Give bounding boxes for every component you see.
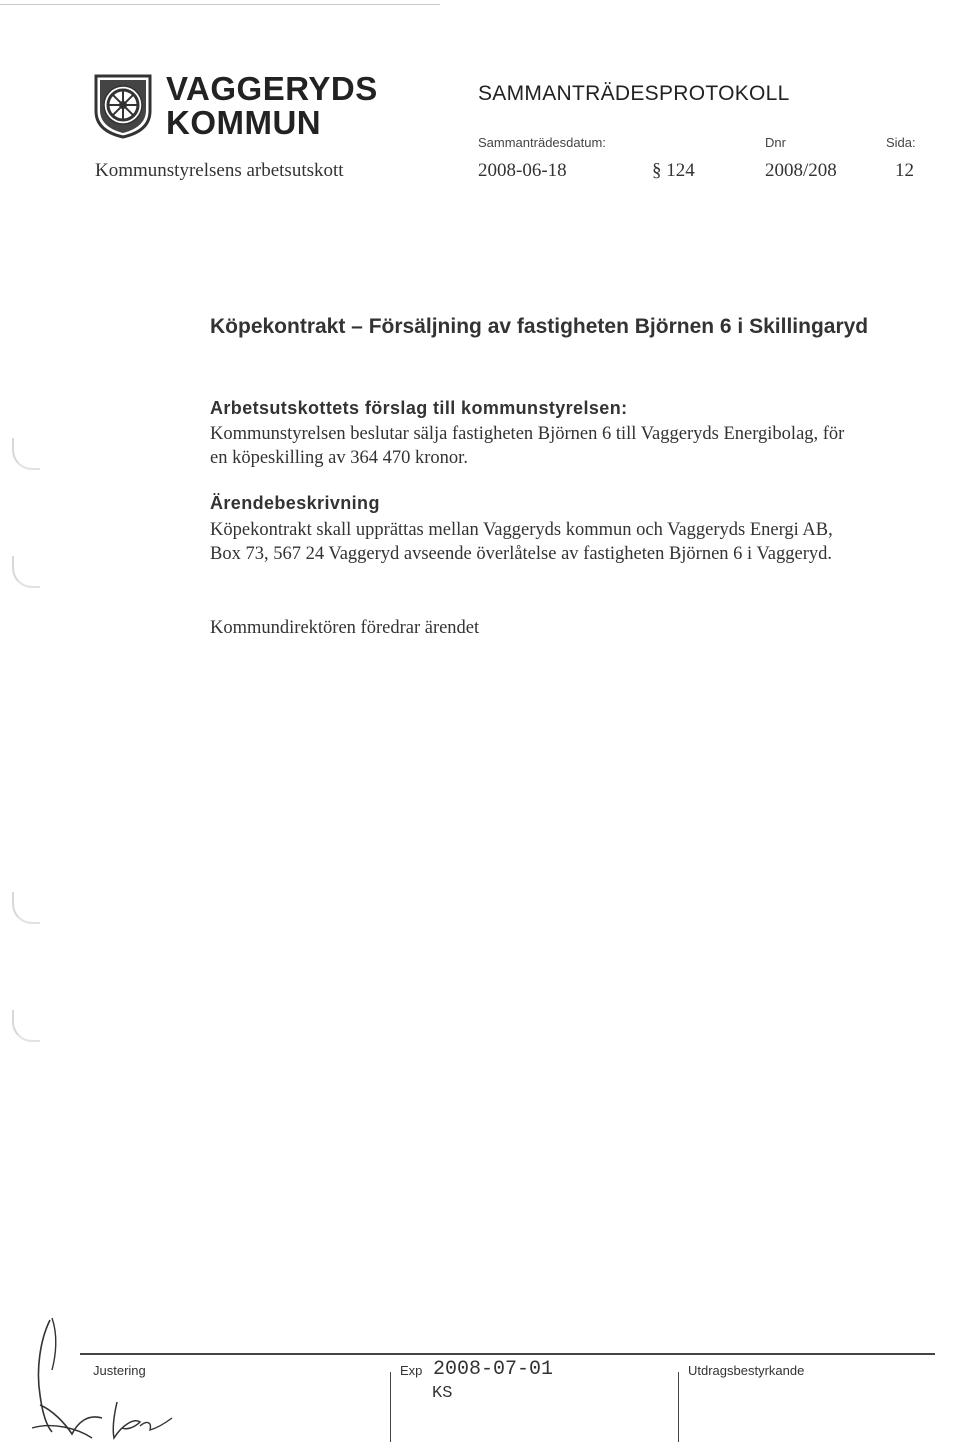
description-text: Köpekontrakt skall upprättas mellan Vaggeryds kommun och Vaggeryds Energi AB, Box 73, 567 24 Vaggeryd avseende överlåtelse av fastigheten Björnen 6 i Vaggeryd. <box>210 520 833 564</box>
footer-divider <box>80 1353 935 1355</box>
meeting-date: 2008-06-18 <box>478 160 567 181</box>
scan-edge-line <box>0 4 440 5</box>
justering-label: Justering <box>93 1363 146 1378</box>
page-number: 12 <box>895 160 914 181</box>
footer-column-divider <box>678 1372 679 1442</box>
handwritten-signature <box>22 1310 192 1445</box>
presenter-text: Kommundirektören föredrar ärendet <box>210 618 480 638</box>
org-unit: Kommunstyrelsens arbetsutskott <box>95 160 344 181</box>
exp-label: Exp <box>400 1363 423 1378</box>
punch-hole-mark <box>12 1010 40 1042</box>
proposal-text: Kommunstyrelsen beslutar sälja fastigheten Björnen 6 till Vaggeryds Energibolag, för en köpeskilling av 364 470 kronor. <box>210 424 845 468</box>
exp-date: 2008-07-01 <box>433 1358 554 1381</box>
org-name-line2: KOMMUN <box>166 104 322 141</box>
proposal-heading: Arbetsutskottets förslag till kommunstyrelsen: <box>210 398 628 418</box>
org-name-line1: VAGGERYDS <box>166 70 378 107</box>
page-label: Sida: <box>886 135 916 150</box>
coat-of-arms-logo <box>93 73 153 139</box>
punch-hole-mark <box>12 556 40 588</box>
punch-hole-mark <box>12 892 40 924</box>
punch-hole-mark <box>12 438 40 470</box>
description-heading: Ärendebeskrivning <box>210 493 380 513</box>
footer-column-divider <box>390 1372 391 1442</box>
document-type: SAMMANTRÄDESPROTOKOLL <box>478 82 790 105</box>
paragraph-number: § 124 <box>652 160 695 181</box>
utdrag-label: Utdragsbestyrkande <box>688 1363 805 1378</box>
exp-recipient: KS <box>432 1384 453 1403</box>
dnr-label: Dnr <box>765 135 786 150</box>
dnr-value: 2008/208 <box>765 160 837 181</box>
page-title: Köpekontrakt – Försäljning av fastigheten Björnen 6 i Skillingaryd <box>210 315 869 338</box>
organization-name <box>166 72 378 140</box>
date-label: Sammanträdesdatum: <box>478 135 606 150</box>
